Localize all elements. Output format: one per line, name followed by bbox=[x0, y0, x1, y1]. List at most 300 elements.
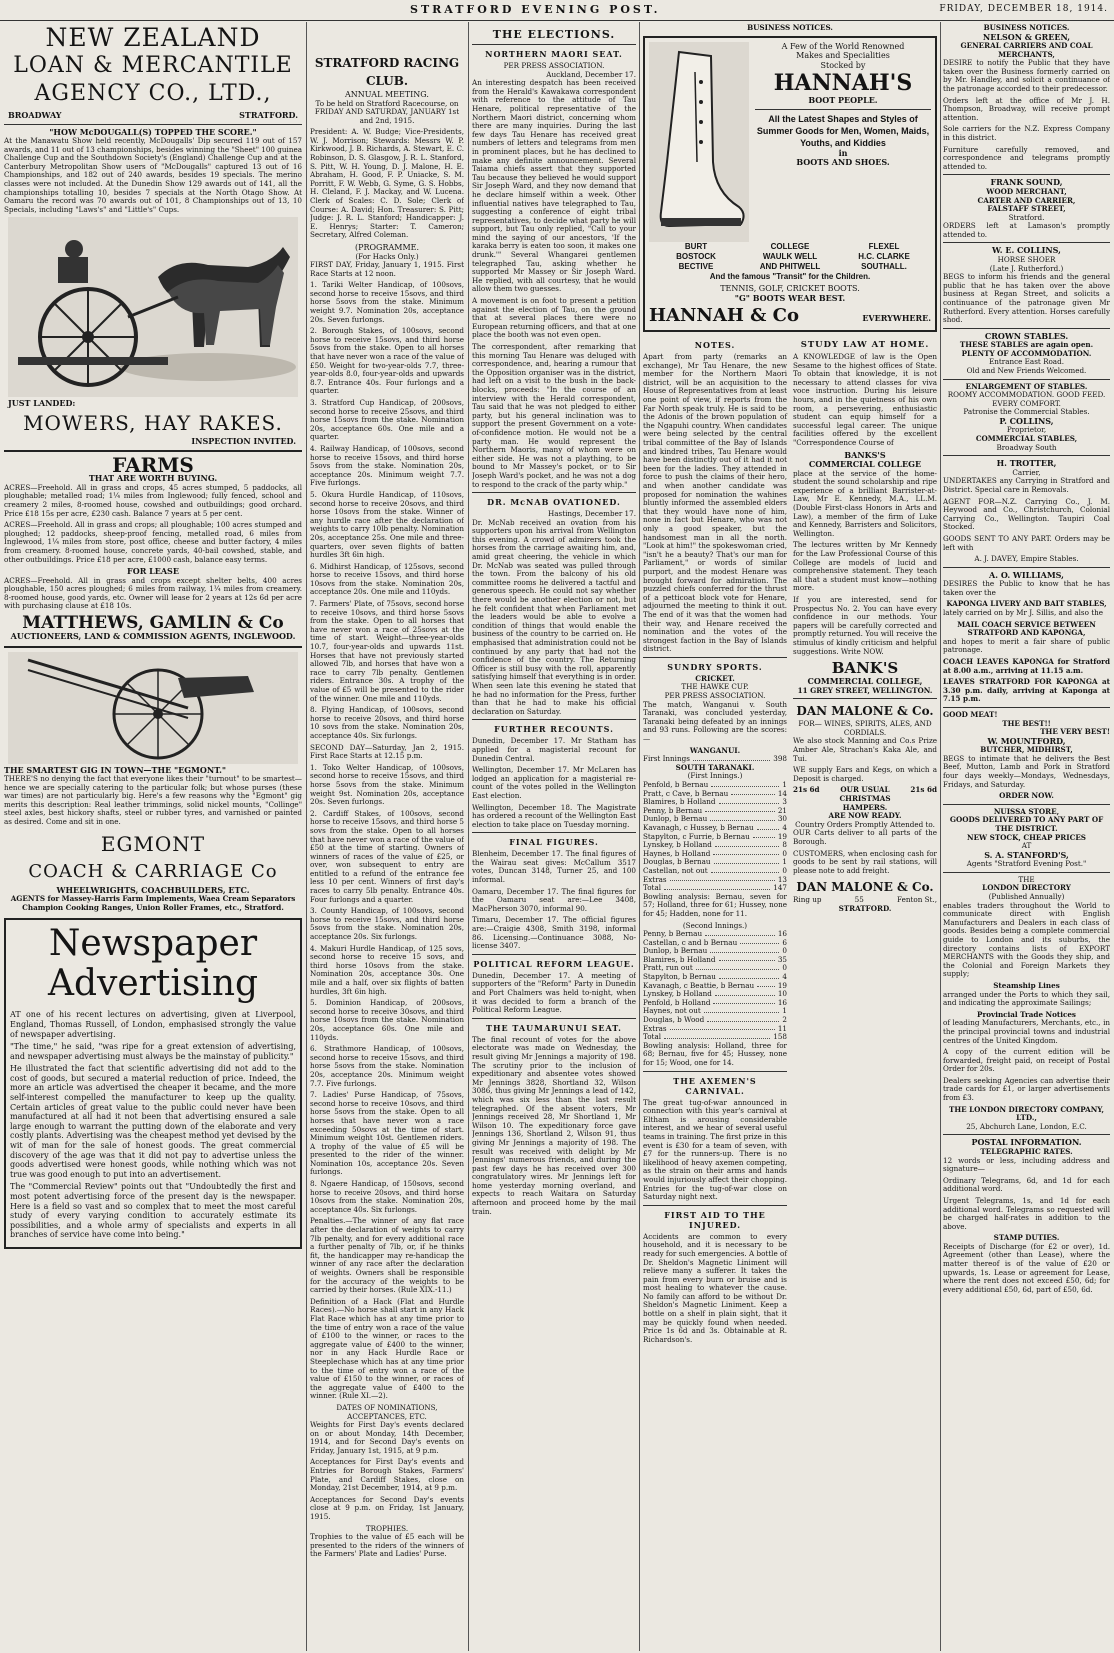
first-day: FIRST DAY, Friday, January 1, 1915. First Race Starts at 12 noon. bbox=[310, 260, 464, 278]
hannah-footer bbox=[649, 305, 931, 326]
axemen-heading: THE AXEMEN'S CARNIVAL. bbox=[673, 1075, 757, 1096]
innings-total: 158 bbox=[773, 1032, 787, 1042]
commercial-college-2: COMMERCIAL COLLEGE, bbox=[807, 676, 923, 687]
stanford-title: S. A. STANFORD'S, bbox=[984, 849, 1069, 860]
northern-maori-body-2: A movement is on foot to present a petition against the election of Tau, on the ground that at several places there were no European returning officers, and that at one place the booth was not even open. bbox=[472, 296, 636, 340]
race-entry: 6. Midhirst Handicap, of 125sovs, second horse to receive 15sovs, and third horse 10sovs from the stake. Nomination 20s, acceptance 20s. One mile and 110yds. bbox=[310, 561, 464, 597]
frank-sound-sub: FALSTAFF STREET, bbox=[987, 204, 1066, 214]
wines-spirits: FOR— WINES, SPIRITS, ALES, AND CORDIALS. bbox=[798, 719, 932, 737]
make-label: BOSTOCK bbox=[676, 251, 716, 261]
make-label: COLLEGE bbox=[770, 241, 810, 251]
reform-league-body: Dunedin, December 17. A meeting of supporters of the "Reform" Party in Dunedin and Port Chalmers was held to-night, when it was decided to form a branch of the Political Reform League. bbox=[472, 970, 636, 1015]
batsman-name: Lynskey, b Holland bbox=[643, 989, 712, 999]
batsman-name: Pratt, run out bbox=[643, 963, 693, 973]
carrier: Carrier, bbox=[1012, 467, 1041, 477]
race-entry: 7. Ladies' Purse Handicap, of 75sovs, second horse to receive 10sovs, and third horse 5sovs from the stake. Open to all horses that have never won a race exceeding 50sovs at the time of start. Minimum weight 10st. Gentlemen riders. A trophy of the value of £5 will be presented to the rider of the winner. Nomination 10s, acceptance 20s. Seven furlongs. bbox=[310, 1090, 464, 1177]
advertising-title-2: Advertising bbox=[47, 963, 259, 1005]
transit-line: And the famous "Transit" for the Children. bbox=[709, 271, 871, 281]
batsman-runs: 8 bbox=[782, 840, 787, 850]
malone-stock: We also stock Manning and Co.s Prize Amber Ale, Strachan's Kaka Ale, and Tui. bbox=[793, 736, 937, 763]
batsman-name: Extras bbox=[643, 874, 667, 884]
scorecard-row bbox=[643, 876, 787, 885]
press-association: PER PRESS ASSOCIATION. bbox=[664, 691, 766, 701]
make-label: BURT bbox=[684, 241, 708, 251]
notes-heading: NOTES. bbox=[694, 340, 736, 351]
south-taranaki-heading: SOUTH TARANAKI. bbox=[675, 762, 755, 772]
batsman-name: Stapylton, c Furrie, b Bernau bbox=[643, 831, 750, 841]
advertising-paragraph-1: AT one of his recent lectures on advertising, given at Liverpool, England, Thomas Russell, of London, emphasised strongly the value of newspaper advertising. bbox=[10, 1010, 296, 1039]
egmont-coach-title: COACH & CARRIAGE Co bbox=[28, 860, 278, 882]
notes-sports-column bbox=[643, 336, 787, 1347]
recounts-paragraph: Wellington, December 17. Mr McLaren has lodged an application for a magisterial re-count of the votes polled in the Wellington East election. bbox=[472, 765, 636, 800]
dates-paragraph: Acceptances for Second Day's events close at 9 p.m. on Friday, 1st January, 1915. bbox=[310, 1494, 464, 1522]
directory-copy: A copy of the current edition will be forwarded, freight paid, on receipt of Postal Order for 20s. bbox=[943, 1047, 1110, 1074]
batsman-runs: 0 bbox=[782, 865, 787, 875]
ring-number: 55 bbox=[854, 895, 864, 905]
tennis-line: TENNIS, GOLF, CRICKET BOOTS. bbox=[720, 284, 860, 294]
nz-loan-advert bbox=[4, 24, 302, 446]
horse-mower-illustration bbox=[8, 217, 298, 397]
dates-heading: DATES OF NOMINATIONS, ACCEPTANCES, ETC. bbox=[336, 1402, 438, 1421]
receipts-body: Receipts of Discharge (for £2 or over), 1d. Agreement (other than Lease), where the matter thereof is of the value of £20 or upwards, 1s. Lease or agreement for Lease, where the rent does not exceed £50, 6d; for every additional £50, 6d, part of £50, 6d. bbox=[943, 1241, 1110, 1294]
ring-up: Ring up bbox=[793, 895, 822, 905]
annual-meeting: ANNUAL MEETING. bbox=[345, 90, 429, 99]
hannah-intro: Stocked by bbox=[820, 60, 866, 70]
batsman-name: Castellan, not out bbox=[643, 865, 708, 875]
bowling-analysis: Bowling analysis: Bernau, seven for 57; Holland, three for 61; Hussey, none for 45; Hadden, none for 11. bbox=[643, 891, 787, 918]
customers-note: CUSTOMERS, when enclosing cash for goods to be sent by rail stations, will please note to add freight. bbox=[793, 848, 937, 875]
hampers: HAMPERS. bbox=[842, 802, 888, 812]
dateline: Hastings, December 17. bbox=[547, 509, 636, 519]
make-label: BECTIVE bbox=[678, 261, 714, 271]
telegraphic-rates: TELEGRAPHIC RATES. bbox=[980, 1146, 1073, 1156]
business-notices-heading: BUSINESS NOTICES. bbox=[747, 24, 833, 32]
racing-club-title: STRATFORD RACING CLUB. bbox=[314, 56, 460, 88]
newspaper-title: STRATFORD EVENING POST. bbox=[410, 3, 661, 16]
hack-definition: Definition of a Hack (Flat and Hurdle Races).—No horse shall start in any Hack Flat Race which has at any time prior to the time of entry won a race of the value of £100 to the winner, or races to the aggregate value of £400 to the winner, nor in any Hack Hurdle Race or Steeplechase which has at any time prior to the time of entry won a race of the value of £150 to the winner, or races of the aggregate value of £400 to the winner. (Rule XI.—2). bbox=[310, 1296, 464, 1401]
column-rule bbox=[306, 22, 307, 1651]
race-entry: 5. Okura Hurdle Handicap, of 110sovs, second horse to receive 20sovs, and third horse 10sovs from the stake. Winner of any hurdle race after the declaration of weights to carry 10lb penalty. Nomination 20s, acceptance 25s. One mile and three-quarters, over seven flights of batten hurdles 3ft 6in high. bbox=[310, 489, 464, 560]
trotter-agent: AGENT FOR—N.Z. Carrying Co., J. M. Heywood and Co., Christchurch, Colonial Carrying Co., Wellington. Taupiri Coal Stocked. bbox=[943, 496, 1110, 532]
hannah-name: HANNAH'S bbox=[773, 70, 913, 97]
col4-split bbox=[643, 336, 937, 1347]
first-day-races bbox=[310, 281, 464, 740]
make-label: WAULK WELL bbox=[762, 251, 818, 261]
nz-title-line2: LOAN & MERCANTILE bbox=[13, 53, 293, 78]
enlargement: ENLARGEMENT OF STABLES. bbox=[965, 381, 1088, 391]
make-label: SOUTHALL. bbox=[861, 261, 907, 271]
london-directory-body: enables traders throughout the World to communicate direct with English Manufacturers and Dealers in each class of goods. Besides being a complete commercial guide to London and its suburbs, the directory contains lists of EXPORT MERCHANTS with the Goods they ship, and the Colonial and Foreign Markets they supply; bbox=[943, 900, 1110, 979]
steamship-lines: Steamship Lines bbox=[993, 980, 1060, 990]
batsman-name: Haynes, b Holland bbox=[643, 848, 711, 858]
racing-intro: To be held on Stratford Racecourse, on FRIDAY AND SATURDAY, JANUARY 1st and 2nd, 1915. bbox=[314, 98, 460, 125]
country-orders: Country Orders Promptly Attended to. bbox=[795, 819, 935, 829]
final-figures-paragraph: Timaru, December 17. The official figures are:—Craigie 4308, Smith 3198, informal 86. Licensing.—Continuance 3088, No-license 3407. bbox=[472, 915, 636, 951]
recounts-paragraph: Dunedin, December 17. Mr Statham has applied for a magisterial recount for Dunedin Central. bbox=[472, 736, 636, 763]
northern-maori-body: An interesting despatch has been received from the Herald's Kawakawa correspondent with reference to the attitude of Tau Henare, political representative of the Northern Maori district, concerning whom there are many inquiries. During the last few days Tau Henare has received great numbers of letters and telegrams from men in prominent places, but he has declined to make any definite announcement. Several Taiama chiefs assert that they supported Tau because they believed he would support Sir Joseph Ward, and they now demand that he declare himself within a week. Other influential natives have telegraphed to Tau, suggesting a conference of eight tribal representatives, to decide what party he will support, but Tau only replied, "Call to your mind the saying of our ancestors, 'If the karaka berry is eaten too soon, it makes one drunk.'" Several Whangarei gentlemen telegraphed Tau, asking whether he supported Mr Massey or Sir Joseph Ward. He replied, with all courtesy, that he would allow them two guesses. bbox=[472, 78, 636, 294]
column-rule bbox=[639, 22, 640, 1651]
batsman-name: Kavanagh, c Hussey, b Bernau bbox=[643, 822, 754, 832]
column-2 bbox=[310, 24, 464, 1649]
reform-league-heading: POLITICAL REFORM LEAGUE. bbox=[473, 958, 635, 969]
batsman-runs: 21 bbox=[777, 805, 787, 815]
race-entry: 3. County Handicap, of 100sovs, second horse to receive 15sovs, and third horse 5sovs from the stake. Nomination 20s, acceptance 20s. Six furlongs. bbox=[310, 906, 464, 942]
innings-label: First Innings bbox=[643, 754, 690, 764]
steamship-body: arranged under the Ports to which they sail, and indicating the approximate Sailings; bbox=[943, 989, 1110, 1008]
store-name: NUISSA STORE, bbox=[993, 806, 1060, 816]
just-landed: JUST LANDED: bbox=[8, 398, 76, 409]
sundry-sports-heading: SUNDRY SPORTS. bbox=[667, 661, 763, 672]
batsman-runs: 16 bbox=[777, 929, 787, 939]
make-label: FLEXEL bbox=[868, 241, 900, 251]
masthead bbox=[0, 0, 1114, 21]
p-collins: P. COLLINS, bbox=[999, 415, 1054, 426]
trotter-title: H. TROTTER, bbox=[996, 458, 1057, 469]
race-entry: 4. Makuri Hurdle Handicap, of 125 sovs, second horse to receive 15 sovs, and third horse 10sovs from the stake. Nomination 20s, acceptance 30s. One mile and a half, over six flights of batten hurdles, 3ft 6in high. bbox=[310, 943, 464, 996]
friends-welcomed: Old and New Friends Welcomed. bbox=[966, 366, 1087, 375]
good-meat: GOOD MEAT! bbox=[943, 709, 998, 719]
nelson-green-body-2: Orders left at the office of Mr J. H. Thompson, Broadway, will receive prompt attention. bbox=[943, 95, 1110, 122]
gig-illustration bbox=[8, 652, 298, 764]
nz-stratford: STRATFORD. bbox=[239, 110, 298, 120]
wanganui-heading: WANGANUI. bbox=[689, 745, 741, 755]
commercial-stables: COMMERCIAL STABLES, bbox=[975, 434, 1078, 444]
mcnab-body: Dr. McNab received an ovation from his supporters upon his arrival from Wellington this evening. A crowd of admirers took the horses from the carriage awaiting him, and, amid great cheering, the vehicle in which Dr. McNab was seated was pulled through the town. From the balcony of his old committee rooms he delivered a tactful and generous speech. He could not say whether there would be another election or not, but he felt confident that when Parliament met the leaders would be able to evolve a condition of things that would enable the business of the country to be carried on. He emphasised that administration could not be continued by any party that had not the confidence of the country. The Returning Officer is still busy with the roll, apparently satisfying himself that everything is in order. When seen late this evening he stated that he had no information for the Press, further than that he had to make his official declaration on Saturday. bbox=[472, 517, 636, 716]
nelson-green-subtitle: GENERAL CARRIERS AND COAL MERCHANTS, bbox=[960, 41, 1093, 59]
boot-illustration bbox=[649, 42, 749, 242]
collins-body: BEGS to inform his friends and the general public that he has taken over the above business at Regan Street, and solicits a continuance of the patronage given Mr Rutherford. Every attention. Horses carefully shod. bbox=[943, 272, 1110, 325]
batsman-runs: 3 bbox=[782, 797, 787, 807]
advertising-paragraph-2: "The time," he said, "was ripe for a great extension of advertising, and newspaper advertising must always be the mainstay of publicity." bbox=[10, 1042, 296, 1061]
total-row: Total 158 bbox=[643, 1032, 787, 1042]
collins-title: W. E. COLLINS, bbox=[992, 245, 1061, 256]
hannah-in: in bbox=[838, 147, 848, 158]
batsman-runs: 0 bbox=[782, 848, 787, 858]
study-law-body-2: place at the service of the home-student the sound scholarship and ripe experience of a brilliant Barrister-at-Law, Mr E. Kennedy, M.A., LL.M. (Double First-class Honors in Arts and Law), a member of the firm of Luke and Kennedy, Barristers and Solicitors, Wellington. bbox=[793, 468, 937, 538]
egmont-advert bbox=[4, 652, 302, 913]
frank-sound-sub: CARTER AND CARRIER, bbox=[977, 195, 1076, 205]
hannah-co: HANNAH & Co bbox=[649, 305, 799, 327]
batsman-runs: 19 bbox=[777, 980, 787, 990]
for-lease-heading: FOR LEASE bbox=[127, 566, 179, 577]
plenty-accommodation: PLENTY OF ACCOMMODATION. bbox=[961, 348, 1092, 358]
hampers-row bbox=[793, 786, 937, 812]
first-innings-scores bbox=[643, 781, 787, 884]
second-innings-scores bbox=[643, 930, 787, 1033]
kaponga-body: lately carried on by Mr J. Sillis, and also the bbox=[943, 607, 1103, 617]
farm-listing-3: ACRES—Freehold. All in grass and crops except shelter belts, 400 acres ploughable, 150 acres ploughed; 6 miles from railway, 1¼ miles from creamery. 8-roomed house, good yards, etc. Owner will lease for 2 years at 12s 6d per acre with purchasing clause at £18 10s. bbox=[4, 575, 302, 611]
notes-body: Apart from party (remarks an exchange), Mr Tau Henare, the new member for the Northern Maori district, will be an acquisition to the House of Representatives from at least one point of view, if reports from the Far North speak truly. He is said to be the Adonis of the brown population of the Ngapuhi country. When candidates were being selected by the central tribal committee of the Bay of Islands and kindred tribes, Tau Henare would have been distinctly out of it had it not been for the ladies. They attended in force to push the claims of their hero, and when another candidate was proposed for nomination the wahines bluntly informed the assembled elders that they would have none of him, none in fact but Henare, who was not only a good speaker, but the handsomest man in all the north. "Look at him!" the spokeswoman cried, "isn't he a beauty? That's our man for Parliament," or words of similar purport, and the modest Henare was brought forward for admiration. The puzzled chiefs conferred for the thrust of a petticoat block vote for Henare, adjourned the meeting to think it out. The end of it was that the women had their way, and Henare received the nomination and the votes of the strongest faction in the Bay of Islands district. bbox=[643, 352, 787, 654]
final-figures-heading: FINAL FIGURES. bbox=[509, 837, 599, 848]
axemen-body: The great tug-of-war announced in connection with this year's carnival at Eltham is arousing considerable interest, and we hear of several useful teams in training. The first prize in this event is £30 for a team of seven, with £7 for the runners-up. There is no likelihood of heavy axemen competing, as the strain on their arms and hands would injuriously affect their chopping. Entries for the tug-of-war close on Saturday night next. bbox=[643, 1097, 787, 1202]
mail-coach-body: and hopes to merit a fair share of public patronage. bbox=[943, 636, 1110, 655]
nz-title-line3: AGENCY CO., LTD., bbox=[34, 81, 272, 106]
nz-broadway: BROADWAY bbox=[8, 110, 62, 120]
race-entry: 2. Borough Stakes, of 100sovs, second horse to receive 15sovs, and third horse 5sovs from the stake. Open to all horses that have never won a race of the value of £50. Weight for two-year-olds 7.7, three-year-olds 8.0, four-year-olds and upwards 8.7. Entrance 40s. Four furlongs and a quarter. bbox=[310, 326, 464, 396]
roomy-accommodation: ROOMY ACCOMMODATION. GOOD FEED. EVERY COMFORT. bbox=[947, 390, 1106, 408]
issue-date: FRIDAY, DECEMBER 18, 1914. bbox=[939, 4, 1108, 14]
batsman-name: Kavanagh, c Beattie, b Bernau bbox=[643, 980, 755, 990]
provincial-body: of leading Manufacturers, Merchants, etc., in the principal provincial towns and industrial centres of the United Kingdom. bbox=[943, 1018, 1110, 1045]
the-label: THE bbox=[1018, 874, 1035, 884]
hannah-latest: All the Latest Shapes and Styles of Summer Goods for Men, Women, Maids, Youths, and Kiddies bbox=[756, 113, 930, 148]
abchurch-lane: 25, Abchurch Lane, London, E.C. bbox=[966, 1121, 1087, 1131]
trotter-body: UNDERTAKES any Carrying in Stratford and District. Special care in Removals. bbox=[943, 476, 1110, 494]
matthews-subtitle: AUCTIONEERS, LAND & COMMISSION AGENTS, INGLEWOOD. bbox=[10, 631, 296, 642]
very-best: THE VERY BEST! bbox=[1040, 727, 1110, 737]
price-right: 21s 6d bbox=[910, 785, 937, 795]
race-entry: 8. Ngaere Handicap, of 150sovs, second horse to receive 20sovs, and third horse 10sovs from the stake. Nomination 20s, acceptance 40s. Six furlongs. bbox=[310, 1179, 464, 1214]
dates-paragraph: Acceptances for First Day's events and Entries for Borough Stakes, Farmers' Plate, and Cardiff Stakes, close on Monday, 21st December, 1914, at 9 p.m. bbox=[310, 1457, 464, 1493]
mountford-body: BEGS to intimate that he delivers the Best Beef, Mutton, Lamb and Pork in Stratford four days weekly—Mondays, Wednesdays, Fridays, and Saturday. bbox=[943, 753, 1110, 789]
dan-malone-title-2: DAN MALONE & Co. bbox=[796, 880, 934, 895]
christmas: CHRISTMAS bbox=[839, 793, 891, 803]
batsman-runs: 2 bbox=[782, 1015, 787, 1025]
frank-sound-sub: Stratford. bbox=[1008, 212, 1045, 222]
column-1 bbox=[4, 24, 302, 1649]
everywhere: EVERYWHERE. bbox=[862, 313, 931, 324]
newspaper-advertising-article bbox=[4, 918, 302, 1249]
batsman-runs: 30 bbox=[777, 814, 787, 824]
frank-sound-sub: WOOD MERCHANT, bbox=[986, 186, 1067, 196]
second-innings-heading: (Second Innings.) bbox=[682, 920, 748, 930]
egmont-agents: AGENTS for Massey-Harris Farm Implements, Waea Cream Separators Champion Cooking Ranges, Union Roller Frames, etc., Stratford. bbox=[10, 894, 296, 912]
dateline: Auckland, December 17. bbox=[546, 69, 636, 79]
farm-listing-1: ACRES—Freehold. All in grass and crops, 45 acres stumped, 5 paddocks, all ploughable; metalled road; 1¼ miles from Inglewood; fully fenced, school and creamery 2 miles, 8-roomed house, cowshed and outbuildings; good orchard. Price £18 15s per acre, £230 cash. Balance 7 years at 5 per cent. bbox=[4, 482, 302, 518]
trophies-heading: TROPHIES. bbox=[365, 1523, 409, 1533]
kaponga-livery: KAPONGA LIVERY AND BAIT STABLES, bbox=[946, 599, 1107, 609]
stamp-duties: STAMP DUTIES. bbox=[993, 1233, 1060, 1243]
race-entry: 3. Stratford Cup Handicap, of 200sovs, second horse to receive 25sovs, and third horse 15sovs from the stake. Nomination 20s, acceptance 60s. One mile and a quarter. bbox=[310, 398, 464, 442]
northern-maori-heading: NORTHERN MAORI SEAT. bbox=[485, 49, 623, 59]
taumarunui-heading: THE TAUMARUNUI SEAT. bbox=[486, 1022, 622, 1033]
batsman-runs: 19 bbox=[777, 831, 787, 841]
farms-title: FARMS bbox=[112, 453, 194, 478]
second-day-races bbox=[310, 764, 464, 1215]
penalties: Penalties.—The winner of any flat race after the declaration of weights to carry 7lb penalty, and for every additional race a further penalty of 7lb, or, if he thinks fit, the handicapper may re-handicap the winner of any race after the declaration of weights. Owners shall be responsible for the accuracy of the weights to be carried by their horses. (Rule XIX.-11.) bbox=[310, 1216, 464, 1295]
williams-body: DESIRES the Public to know that he has taken over the bbox=[943, 579, 1110, 597]
collins-sub: HORSE SHOER bbox=[997, 254, 1056, 264]
first-aid-heading: FIRST AID TO THE INJURED. bbox=[664, 1209, 766, 1230]
batsman-runs: 11 bbox=[777, 1023, 787, 1033]
frank-sound-body: ORDERS left at Lamason's promptly attended to. bbox=[943, 221, 1110, 239]
hannah-advert bbox=[643, 36, 937, 333]
gboots-line: "G" BOOTS WEAR BEST. bbox=[734, 292, 846, 303]
hannah-intro: Makes and Specialities bbox=[796, 51, 890, 61]
batsman-runs: 10 bbox=[777, 989, 787, 999]
column-4 bbox=[643, 24, 937, 1649]
batsman-runs: 0 bbox=[782, 963, 787, 973]
egmont-title: EGMONT bbox=[100, 831, 206, 856]
nelson-green-body-3: Sole carriers for the N.Z. Express Company in this district. bbox=[943, 124, 1110, 143]
at-label: AT bbox=[1021, 841, 1032, 851]
law-liquor-column bbox=[793, 336, 937, 1347]
banks-name: BANKS'S bbox=[844, 449, 886, 460]
hannah-boot-people: BOOT PEOPLE. bbox=[808, 95, 878, 106]
farms-advert bbox=[4, 453, 302, 642]
batsman-name: Dunlop, b Bernau bbox=[643, 946, 708, 956]
nelson-green-title: NELSON & GREEN, bbox=[982, 31, 1071, 42]
farms-subtitle: THAT ARE WORTH BUYING. bbox=[88, 473, 218, 484]
goods-sent: GOODS SENT TO ANY PART. Orders may be left with bbox=[943, 533, 1110, 552]
study-law-body: A KNOWLEDGE of law is the Open Sesame to the highest offices of State. To obtain that knowledge, it is not necessary to attend classes for viva voce instruction. During his leisure hours, and in the quietness of his own room, a persevering, enthusiastic student can equip himself for a successful legal career. The unique facilities offered by the excellent "Correspondence Course of bbox=[793, 352, 937, 448]
provincial-notices: Provincial Trade Notices bbox=[977, 1009, 1076, 1019]
grey-street: 11 GREY STREET, WELLINGTON. bbox=[797, 685, 933, 695]
recounts-heading: FURTHER RECOUNTS. bbox=[494, 724, 614, 735]
race-entry: 5. Dominion Handicap, of 200sovs, second horse to receive 30sovs, and third horse 10sovs from the stake. Nomination 20s, acceptance 60s. One mile and 110yds. bbox=[310, 998, 464, 1042]
elections-heading: THE ELECTIONS. bbox=[492, 28, 616, 41]
mcnab-heading: DR. McNAB OVATIONED. bbox=[487, 497, 621, 508]
batsman-runs: 16 bbox=[777, 997, 787, 1007]
entrance-east-road: Entrance East Road. bbox=[989, 357, 1064, 367]
nz-title-line1: NEW ZEALAND bbox=[45, 24, 261, 52]
nelson-green-body: DESIRE to notify the Public that they have taken over the Business formerly carried on by Mr. Handley, and solicit a continuance of the patronage accorded to their predecessor. bbox=[943, 58, 1110, 94]
advertising-paragraph-3: He illustrated the fact that scientific advertising did not add to the cost of goods, but secured a material reduction of price. Indeed, the more an article was advertised the cheaper it became, and the more self-interest compelled the manufacturer to keep up the quality. Certain articles of great value to the public could never have been manufactured at all had it not been that advertising ensured a sale large enough to warrant the putting down of the elaborate and very costly plants. Advertising was the cheapest method yet devised by the wit of man for the sale of honest goods. The great commercial discovery of the age was that it did not pay to advertise unless the goods advertised were honest goods, while nothing which was not true was good enough to put into an advertisement. bbox=[10, 1064, 296, 1179]
mountford-title: W. MOUNTFORD, bbox=[987, 735, 1066, 746]
batsman-runs: 1 bbox=[782, 780, 787, 789]
total-row: Total 147 bbox=[643, 883, 787, 893]
batsman-name: Blamires, b Holland bbox=[643, 797, 716, 807]
batsman-name: Lynskey, b Holland bbox=[643, 840, 712, 850]
gig-body: THERE'S no denying the fact that everyone likes their "turnout" to be smartest—hence we are specially catering to the particular folk; but whose purses (these war times) are not particularly big. Here's a few reasons why the "Egmont" gig merits this description: Real leather trimmings, solid nickel mounts, "Collinge" steel axles, best hickory shafts, steel or rubber tyres, and varnished or painted as desired. Come and sit in one. bbox=[4, 774, 302, 827]
press-association: PER PRESS ASSOCIATION. bbox=[503, 61, 605, 70]
nz-body: At the Manawatu Show held recently, McDougalls' Dip secured 119 out of 157 awards, and 11 out of 13 championships, besides winning the "Sheet" 100 guinea Challenge Cup and the Southdown Society's (England) Challenge Cup and at the Canterbury Metropolitan Show users of "McDougalls" captured 13 out of 16 Championships, and 182 out of 240 awards, besides 19 specials. The merino classes were not included. At the Dunedin Show 129 awards out of 141, all the championships totalling 10, besides 7 specials at the North Otago Show. At Oamaru the record was 70 awards out of 101, 8 Championships out of 13, 10 Specials, including "Laws's" and "Little's" Cups. bbox=[4, 136, 302, 214]
nz-subheading: "HOW McDOUGALL(S) TOPPED THE SCORE." bbox=[49, 126, 257, 137]
second-day: SECOND DAY—Saturday, Jan 2, 1915. First Race Starts at 12.15 p.m. bbox=[310, 742, 464, 761]
stratford-address: STRATFORD. bbox=[838, 903, 892, 913]
postal-information: POSTAL INFORMATION. bbox=[971, 1137, 1082, 1148]
farm-listing-2: ACRES—Freehold. All in grass and crops; all ploughable; 100 acres stumped and ploughed; 12 paddocks, sheep-proof fencing, metalled road, 6 miles from Inglewood, 1¼ miles from store, post office, cheese and butter factory, 4 miles from creamery. 8-roomed house, concrete yards, 40-bail cowshed, stable, and other outbuildings. Price £18 per acre, £1000 cash, balance easy terms. bbox=[4, 520, 302, 564]
programme-heading: (PROGRAMME. bbox=[354, 243, 420, 252]
goods-delivered: GOODS DELIVERED TO ANY PART OF THE DISTRICT. bbox=[949, 815, 1104, 833]
study-law-heading: STUDY LAW AT HOME. bbox=[800, 340, 930, 351]
make-label: AND PHITWELL bbox=[759, 261, 821, 271]
batsman-runs: 6 bbox=[782, 937, 787, 947]
scorecard-row bbox=[643, 1025, 787, 1034]
published-annually: (Published Annually) bbox=[988, 892, 1065, 901]
batsman-runs: 1 bbox=[782, 1006, 787, 1016]
london-directory-title: LONDON DIRECTORY bbox=[982, 883, 1071, 893]
batsman-name: Penny, b Bernau bbox=[643, 805, 703, 815]
butcher-midhirst: BUTCHER, MIDHIRST, bbox=[980, 745, 1073, 755]
batsman-name: Castellan, c and b Bernau bbox=[643, 937, 738, 947]
dealers-note: Dealers seeking Agencies can advertise their trade cards for £1, or larger advertisements from £3. bbox=[943, 1075, 1110, 1103]
banks-name-large: BANK'S bbox=[831, 659, 899, 678]
urgent-telegrams: Urgent Telegrams, 1s, and 1d for each additional word. Telegrams so requested will be charged half-rates in addition to the above. bbox=[943, 1195, 1110, 1231]
mail-coach: MAIL COACH SERVICE BETWEEN STRATFORD AND KAPONGA, bbox=[957, 619, 1096, 638]
ordinary-telegrams: Ordinary Telegrams, 6d, and 1d for each additional word. bbox=[943, 1175, 1110, 1194]
batsman-name: Douglas, b Wood bbox=[643, 1015, 705, 1025]
patronise: Patronise the Commercial Stables. bbox=[963, 407, 1090, 417]
batsman-runs: 4 bbox=[782, 972, 787, 982]
batsman-name: Dunlop, b Bernau bbox=[643, 814, 708, 824]
dan-malone-title: DAN MALONE & Co. bbox=[796, 704, 934, 719]
race-entry: 1. Toko Welter Handicap, of 100sovs, second horse to receive 15sovs, and third horse 5sovs from the stake. Minimum weight 9st. Nomination 20s, acceptance 20s. Seven furlongs. bbox=[310, 762, 464, 807]
race-entry: 2. Cardiff Stakes, of 100sovs, second horse to receive 15sovs, and third horse 5 sovs from the stake. Open to all horses that have never won a race of the value of £50 at the time of starting. Owners of winners of races of the value of £25, or over, won subsequent to entry are entitled to a refund of the entrance fee less 10 per cent. Winners of first day's races to carry 5lb penalty. Entrance 40s. Four furlongs and a quarter. bbox=[310, 808, 464, 904]
study-law-body-3: The lectures written by Mr Kennedy for the Law Professional Course of this College are models of lucid and comprehensive statement. They teach all that a student must know—nothing more. bbox=[793, 540, 937, 593]
crown-stables-body: THESE STABLES are again open. bbox=[959, 340, 1094, 350]
trophies-body: Trophies to the value of £5 each will be presented to the riders of the winners of the Farmers' Plate and Ladies' Purse. bbox=[310, 1532, 464, 1559]
hawke-body: The match, Wanganui v. South Taranaki, was concluded yesterday, Taranaki being defeated by an innings and 93 runs. Following are the scores:— bbox=[643, 699, 787, 744]
batsman-runs: 1 bbox=[782, 857, 787, 867]
batsman-name: Penfold, b Holland bbox=[643, 997, 711, 1007]
cricket-heading: CRICKET. bbox=[695, 673, 735, 683]
race-entry: 7. Farmers' Plate, of 75sovs, second horse to receive 10sovs, and third horse 5sovs from the stake. Open to all horses that have never won a race of 25sovs at the time of start. Weight—three-year-olds 10.7, four-year-olds and upwards 11st. Horses that have not previously started allowed 7lb, and horses that have won a race to carry 7lb penalty. Gentlemen riders. Entrance 30s. A trophy of the value of £5 will be presented to the rider of the winner. One mile and 110yds. bbox=[310, 599, 464, 703]
final-figures-paragraph: Blenheim, December 17. The final figures of the Wairau seat gives: McCallum 3517 votes, Duncan 3148, Turner 25, and 100 informal. bbox=[472, 849, 636, 885]
batsman-name: Haynes, not out bbox=[643, 1006, 701, 1016]
proprietor: Proprietor, bbox=[1006, 425, 1047, 435]
davey: A. J. DAVEY, Empire Stables. bbox=[974, 554, 1079, 564]
hawke-cup-heading: THE HAWKE CUP. bbox=[681, 682, 749, 692]
are-now-ready: ARE NOW READY. bbox=[828, 811, 902, 821]
column-5 bbox=[943, 24, 1110, 1649]
williams-title: A. O. WILLIAMS, bbox=[989, 569, 1064, 580]
batsman-runs: 14 bbox=[777, 788, 787, 798]
final-figures-paragraph: Oamaru, December 17. The final figures for the Oamaru seat are:—Lee 3408, MacPherson 3070, informal 90. bbox=[472, 886, 636, 913]
fenton-street: Fenton St., bbox=[897, 895, 937, 905]
advertising-title-1: Newspaper bbox=[48, 923, 258, 965]
batsman-name: Penfold, b Bernau bbox=[643, 780, 709, 789]
boot-makes bbox=[649, 242, 931, 272]
supply-kegs: WE supply Ears and Kegs, on which a Deposit is charged. bbox=[793, 765, 937, 783]
taumarunui-body: The final recount of votes for the above electorate was made on Wednesday, the result giving Mr Jennings a majority of 198. The scrutiny prior to the inclusion of expeditionary and absentee votes showed Mr Jennings 3828, Shortland 32, Wilson 3086, thus giving Mr Jennings a lead of 142, which was six less than the last result telegraphed. Of the absent voters, Mr Jennings received 28, Mr Shortland 1, Mr Wilson 10. The expeditionary force gave Jennings 136, Shortland 2, Wilson 91, thus giving Mr Jennings a majority of 198. The result was received with delight by Mr Jennings' numerous friends, and during the past few days he has received over 300 congratulatory wires. Mr Jennings left for home yesterday morning overland, and expects to reach Waitara on Saturday afternoon and proceed home by the mail train. bbox=[472, 1034, 636, 1216]
the-best: THE BEST!! bbox=[1002, 718, 1051, 728]
column-rule bbox=[940, 22, 941, 1651]
nz-address bbox=[8, 111, 298, 121]
first-innings-heading: (First Innings.) bbox=[687, 771, 743, 781]
race-entry: 8. Flying Handicap, of 100sovs, second horse to receive 20sovs, and third horse 10 sovs from the stake. Nomination 20s, acceptance 40s. Six furlongs. bbox=[310, 705, 464, 740]
broadway-south: Broadway South bbox=[996, 442, 1057, 452]
nelson-green-body-4: Furniture carefully removed, and correspondence and telegrams promptly attended to. bbox=[943, 144, 1110, 171]
coach-times-1: COACH LEAVES KAPONGA for Stratford at 8.00 a.m., arriving at 11.15 a.m. bbox=[943, 656, 1110, 675]
batsman-name: Blamires, b Holland bbox=[643, 954, 716, 964]
london-directory-company: THE LONDON DIRECTORY COMPANY, LTD., bbox=[948, 1104, 1104, 1123]
hacks-only: (For Hacks Only.) bbox=[355, 251, 419, 261]
make-label: H.C. CLARKE bbox=[858, 251, 910, 261]
our-usual: OUR USUAL bbox=[840, 785, 890, 795]
batsman-name: Pratt, c Cave, b Bernau bbox=[643, 788, 729, 798]
collins-sub: (Late J. Rutherford.) bbox=[989, 263, 1064, 273]
batsman-name: Penny, b Bernau bbox=[643, 929, 703, 939]
first-aid-body: Accidents are common to every household, and it is necessary to be ready for such emergencies. A bottle of Dr. Sheldon's Magnetic Liniment will relieve many a sufferer. It takes the pain from every burn or bruise and is most healing to whatever the cause. No family can afford to be without Dr. Sheldon's Magnetic Liniment. Keep a bottle on a shelf in plain sight, that it may be quickly found when needed. Price 1s 6d and 3s. Obtainable at R. Richardson's. bbox=[643, 1231, 787, 1344]
telegraphic-body: 12 words or less, including address and signature— bbox=[943, 1155, 1110, 1174]
batsman-runs: 35 bbox=[777, 954, 787, 964]
order-now: ORDER NOW. bbox=[999, 791, 1054, 801]
hannah-boots-shoes: BOOTS AND SHOES. bbox=[796, 157, 890, 168]
crown-stables-title: CROWN STABLES. bbox=[984, 330, 1069, 341]
column-3 bbox=[472, 24, 636, 1649]
agents-evening-post: Agents "Stratford Evening Post." bbox=[966, 859, 1087, 869]
egmont-subtitle: WHEELWRIGHTS, COACHBUILDERS, ETC. bbox=[56, 884, 250, 895]
race-entry: 1. Tariki Welter Handicap, of 100sovs, second horse to receive 15sovs, and third horse 5sovs from the stake. Minimum weight 9.7. Nomination 20s, acceptance 20s. Seven furlongs. bbox=[310, 280, 464, 324]
frank-sound-title: FRANK SOUND, bbox=[990, 177, 1063, 188]
new-stock: NEW STOCK, CHEAP PRICES bbox=[967, 832, 1086, 842]
bowling-analysis: Bowling analysis: Holland, three for 68; Bernau, five for 45; Hussey, none for 15; Wood, one for 14. bbox=[643, 1040, 787, 1067]
matthews-gamlin: MATTHEWS, GAMLIN & Co bbox=[22, 613, 284, 634]
business-notices-heading: BUSINESS NOTICES. bbox=[983, 24, 1070, 32]
northern-maori-body-3: The correspondent, after remarking that this morning Tau Henare was deluged with correspondence, and, hearing a rumour that the Opposition organiser was in the district, had left on a visit to the bush in the back-blocks, proceeds: "In the course of an interview with the Herald correspondent, Tau said that he was not pledged to either party, but his general inclination was to support the present Government on a vote-of-confidence motion. He would not be a party man. He would represent the Northern Maoris, many of whom were on either side. He was not a plaything, to be bound to Mr Massey's pocket, or to Sir Joseph Ward's pocket, and he was not a dog to respond to the crack of the party whip." bbox=[472, 342, 636, 489]
race-entry: 4. Railway Handicap, of 100sovs, second horse to receive 15sovs, and third horse 5sovs from the stake. Nomination 20s, acceptance 20s. Minimum weight 7.7. Five furlongs. bbox=[310, 443, 464, 488]
gig-heading: THE SMARTEST GIG IN TOWN—THE "EGMONT." bbox=[4, 764, 227, 775]
commercial-college: COMMERCIAL COLLEGE bbox=[808, 459, 922, 470]
racing-officers: President: A. W. Budge; Vice-Presidents, W. J. Morrison; Stewards: Messrs W. P. Kirkwood, J. B. Richards, A. Stewart, E. C. Robinson, D. S. Glasgow, J. R. L. Stanford, S. Pitt, W. H. Young, D. J. Malone, H. E. Abraham, H. Good, F. P. Uniacke, S. M. Porritt, F. W. Webb, G. Syme, G. S. Hobbs, H. Cleland, F. J. Mackay, and W. Lucena. Clerk of Scales: C. D. Sole; Clerk of Course: A. David; Hon. Treasurer: S. Pitt; Judge: J. R. L. Stanford; Handicapper: J. E. Henrys; Starter: T. Cameron; Secretary, Alfred Coleman. bbox=[310, 127, 464, 240]
batsman-name: Stapylton, b Bernau bbox=[643, 972, 716, 982]
study-law-body-4: If you are interested, send for Prospectus No. 2. You can have every confidence in our methods. Your papers will be carefully corrected and promptly returned. You will receive the stimulus of kindly criticism and helpful suggestions. Write NOW. bbox=[793, 594, 937, 656]
innings-total: 398 bbox=[773, 754, 787, 764]
innings-total: 147 bbox=[773, 883, 787, 893]
batsman-runs: 0 bbox=[782, 946, 787, 956]
mowers-heading: MOWERS, HAY RAKES. bbox=[23, 410, 283, 435]
